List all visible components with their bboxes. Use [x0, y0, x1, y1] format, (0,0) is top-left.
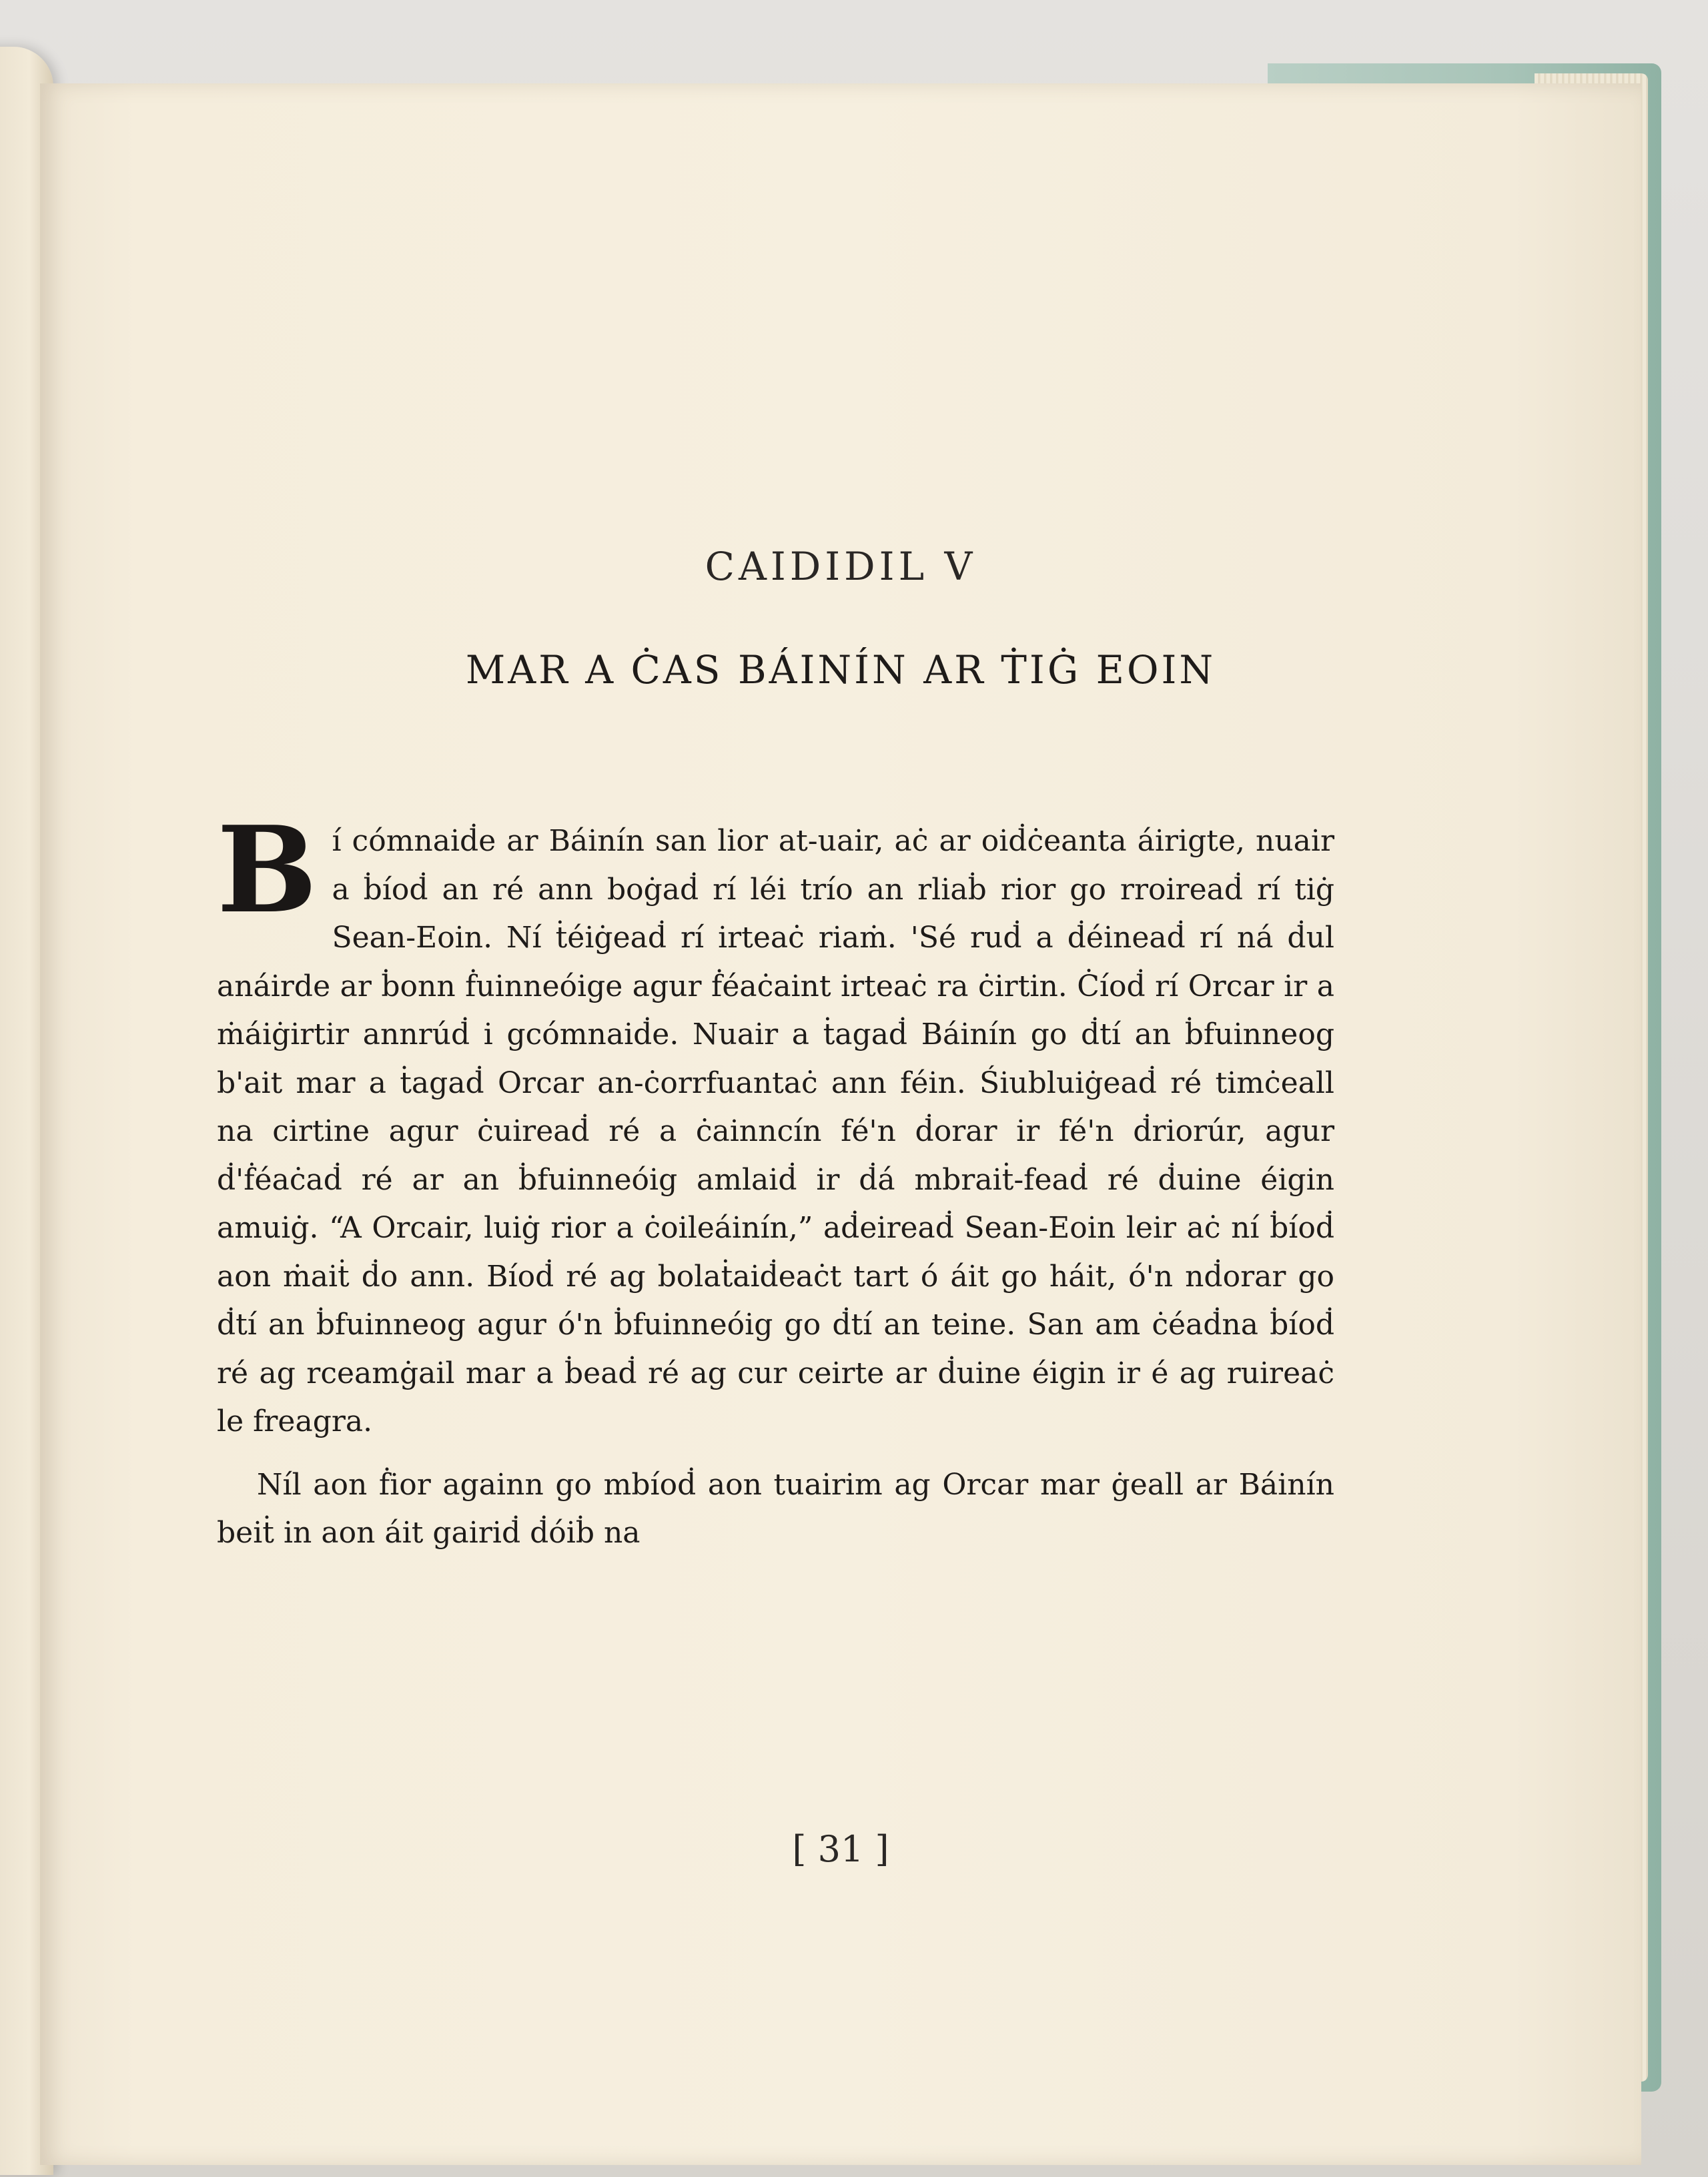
drop-cap: B	[217, 800, 318, 939]
book-page	[40, 83, 1641, 2165]
paragraph-2: Níl aon ḟior againn go mbíoḋ aon tuairim ag Orcar mar ġeall ar Báinín beiṫ in aon áit gairiḋ ḋóiḃ na	[217, 1467, 1334, 1550]
body-text	[217, 800, 1334, 1558]
paragraph-1-text: í cómnaiḋe ar Báinín san lior at-uair, aċ ar oiḋċeanta áirigte, nuair a ḃíoḋ an ré ann boġaḋ rí léi trío an rliaḃ rior go rroireaḋ rí tiġ Sean-Eoin. Ní ṫéiġeaḋ rí irteaċ riaṁ. 'Sé ruḋ a ḋéineaḋ rí ná ḋul anáirde ar ḃonn ḟuinneóige agur ḟéaċaint irteaċ ra ċirtin. Ċíoḋ rí Orcar ir a ṁáiġirtir annrúḋ i gcómnaiḋe. Nuair a ṫagaḋ Báinín go ḋtí an ḃfuinneog b'ait mar a ṫagaḋ Orcar an-ċorrfuantaċ ann féin. Śiubluiġeaḋ ré timċeall na cirtine agur ċuireaḋ ré a ċainncín fé'n ḋorar ir fé'n ḋriorúr, agur ḋ'ḟéaċaḋ ré ar an ḃfuinneóig amlaiḋ ir ḋá mbraiṫ-feaḋ ré ḋuine éigin amuiġ. “A Orcair, luiġ rior a ċoileáinín,” aḋeireaḋ Sean-Eoin leir aċ ní ḃíoḋ aon ṁaiṫ ḋo ann. Bíoḋ ré ag bolaṫaiḋeaċt tart ó áit go háit, ó'n nḋorar go ḋtí an ḃfuinneog agur ó'n ḃfuinneóig go ḋtí an teine. San am ċéaḋna ḃíoḋ ré ag rceamġail mar a ḃeaḋ ré ag cur ceirte ar ḋuine éigin ir é ag ruireaċ le freagra.	[217, 824, 1334, 1438]
chapter-heading: CAIDIDIL V	[705, 544, 977, 589]
paragraph-1	[217, 800, 1334, 1446]
chapter-title: MAR A ĊAS BÁINÍN AR ṪIĠ EOIN	[465, 647, 1216, 693]
page-number: [ 31 ]	[792, 1828, 889, 1870]
